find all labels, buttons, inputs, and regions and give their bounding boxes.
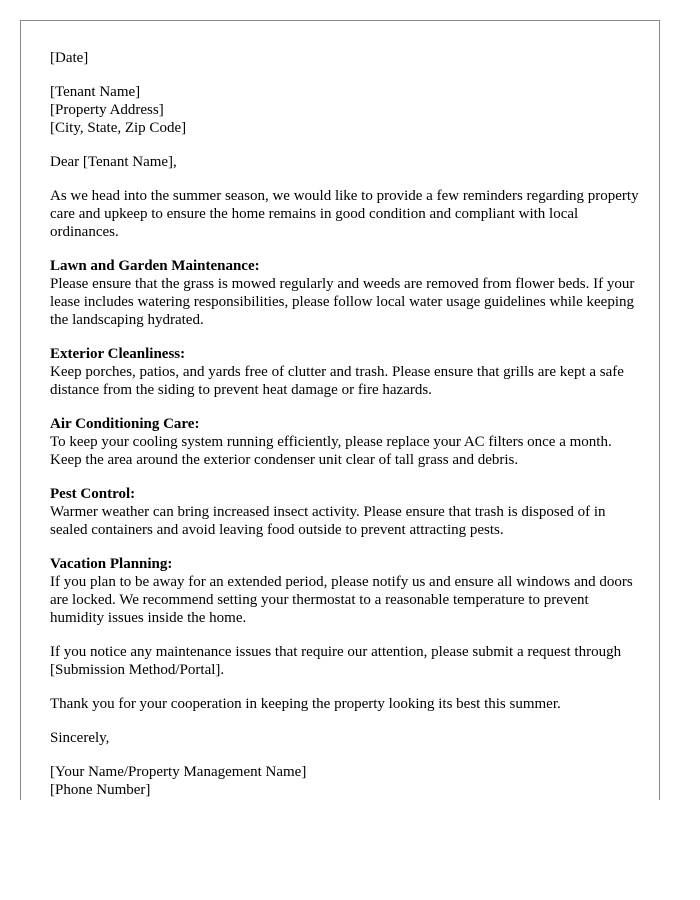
- thanks-text: Thank you for your cooperation in keeping the property looking its best this summer.: [50, 696, 561, 712]
- section-pest-control: [50, 485, 640, 539]
- section-vacation-planning: [50, 555, 640, 627]
- section-heading: Pest Control:: [50, 486, 136, 502]
- thanks-paragraph: [50, 695, 640, 713]
- recipient-city-state-zip: [City, State, Zip Code]: [50, 120, 187, 136]
- closing: Sincerely,: [50, 730, 110, 746]
- section-body: Warmer weather can bring increased insect activity. Please ensure that trash is disposed of in sealed containers and avoid leaving food outside to prevent attracting pests.: [50, 504, 606, 538]
- letter-content: [50, 49, 640, 800]
- salutation-block: [50, 153, 640, 171]
- sender-block: [50, 763, 640, 799]
- section-air-conditioning: [50, 415, 640, 469]
- intro-text: As we head into the summer season, we would like to provide a few reminders regarding property care and upkeep to ensure the home remains in good condition and compliant with local ordinances.: [50, 188, 639, 240]
- sender-name: [Your Name/Property Management Name]: [50, 764, 307, 780]
- section-heading: Lawn and Garden Maintenance:: [50, 258, 260, 274]
- recipient-name: [Tenant Name]: [50, 84, 141, 100]
- recipient-block: [50, 83, 640, 137]
- closing-block: [50, 729, 640, 747]
- request-text: If you notice any maintenance issues that require our attention, please submit a request through [Submission Method/Portal].: [50, 644, 622, 678]
- section-body: Keep porches, patios, and yards free of clutter and trash. Please ensure that grills are kept a safe distance from the siding to prevent heat damage or fire hazards.: [50, 364, 624, 398]
- letter-date: [Date]: [50, 50, 89, 66]
- date-block: [50, 49, 640, 67]
- section-lawn-garden: [50, 257, 640, 329]
- letter-page: [20, 20, 660, 800]
- section-body: If you plan to be away for an extended period, please notify us and ensure all windows and doors are locked. We recommend setting your thermostat to a reasonable temperature to prevent humidity issues inside the home.: [50, 574, 633, 626]
- section-heading: Exterior Cleanliness:: [50, 346, 186, 362]
- section-body: To keep your cooling system running efficiently, please replace your AC filters once a month. Keep the area around the exterior condenser unit clear of tall grass and debris.: [50, 434, 612, 468]
- section-heading: Air Conditioning Care:: [50, 416, 200, 432]
- salutation: Dear [Tenant Name],: [50, 154, 177, 170]
- request-paragraph: [50, 643, 640, 679]
- section-body: Please ensure that the grass is mowed regularly and weeds are removed from flower beds. If your lease includes watering responsibilities, please follow local water usage guidelines while keeping the landscaping hydrated.: [50, 276, 635, 328]
- intro-paragraph: [50, 187, 640, 241]
- sender-phone: [Phone Number]: [50, 782, 151, 798]
- section-heading: Vacation Planning:: [50, 556, 173, 572]
- recipient-address: [Property Address]: [50, 102, 164, 118]
- section-exterior-cleanliness: [50, 345, 640, 399]
